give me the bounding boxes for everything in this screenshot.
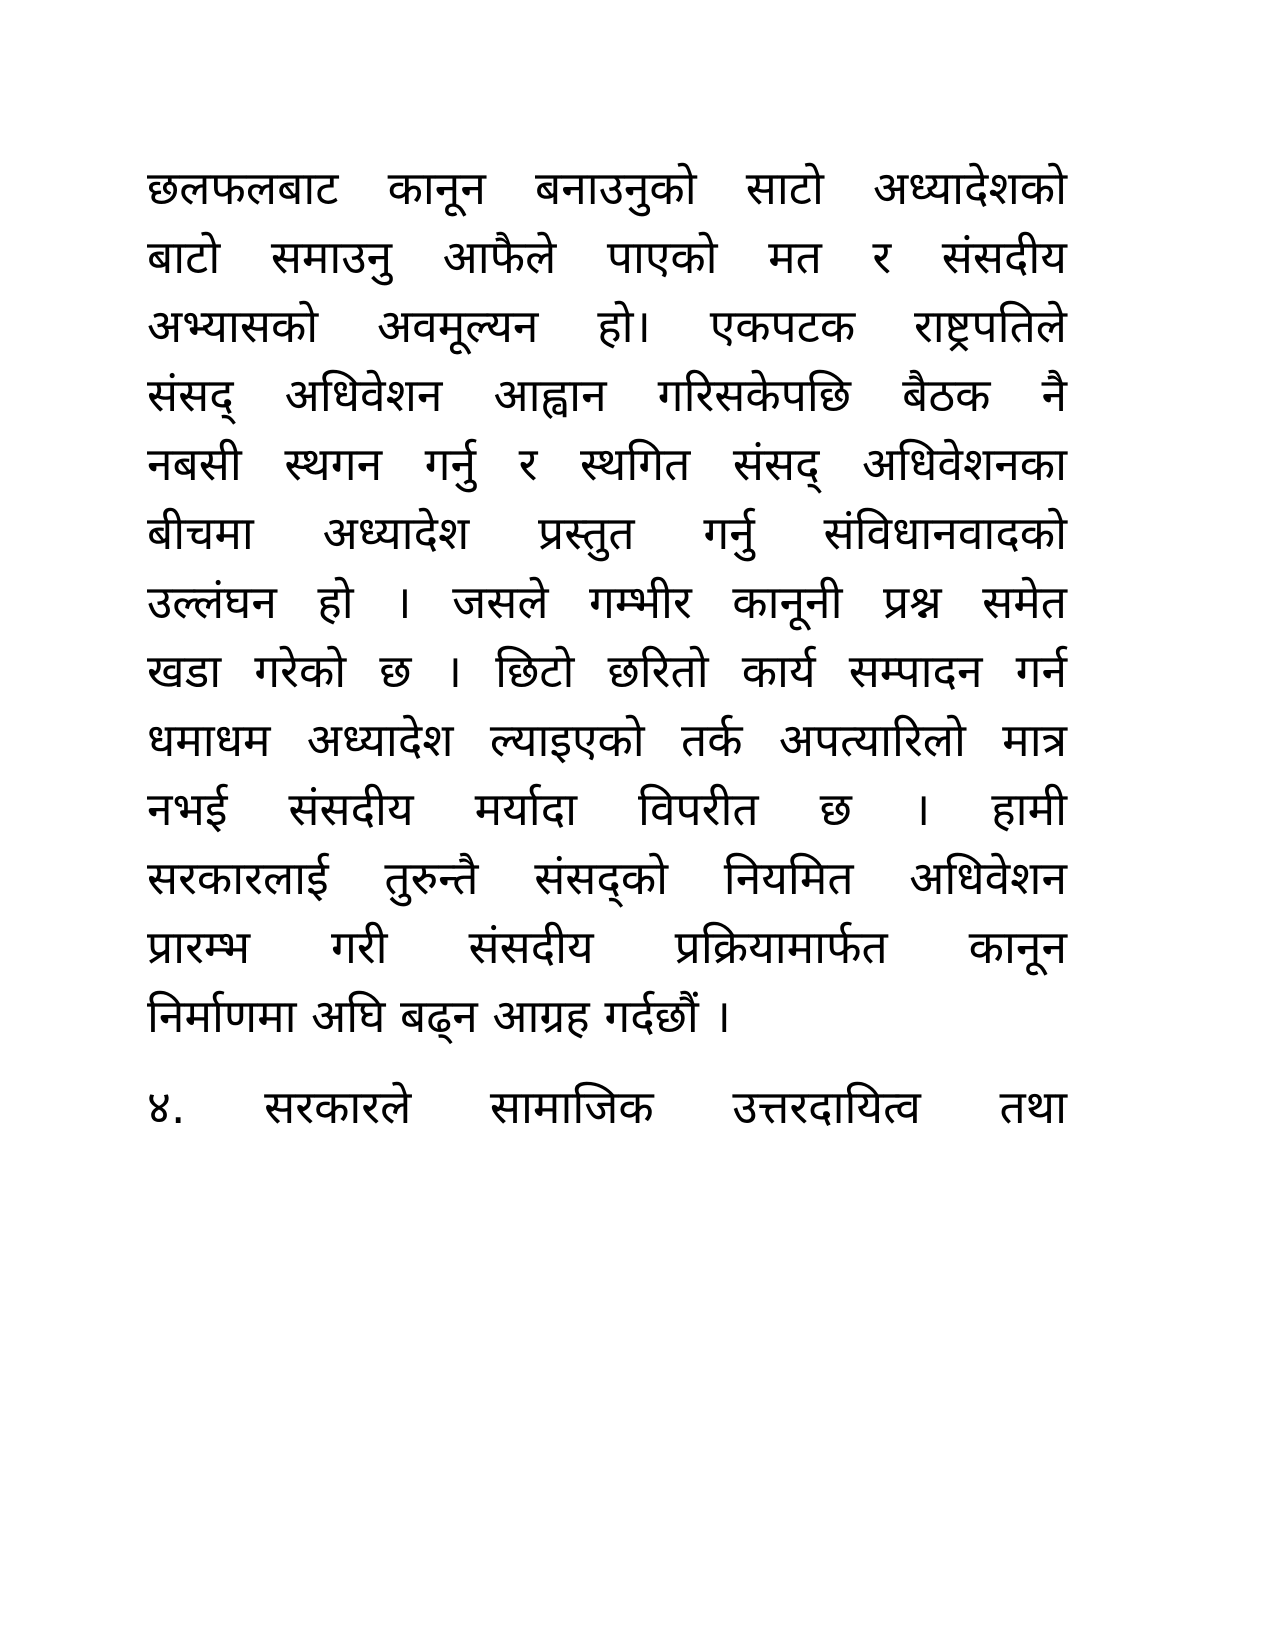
text-line: सरकारलाई तुरुन्तै संसद्को नियमित अधिवेशन — [147, 851, 1067, 905]
paragraph-1 — [147, 154, 1067, 1051]
text-line: संसद् अधिवेशन आह्वान गरिसकेपछि बैठक नै — [147, 368, 1067, 422]
text-line: छलफलबाट कानून बनाउनुको साटो अध्यादेशको — [147, 161, 1067, 215]
text-line: प्रारम्भ गरी संसदीय प्रक्रियामार्फत कानून — [147, 920, 1067, 974]
text-line: अभ्यासको अवमूल्यन हो। एकपटक राष्ट्रपतिले — [147, 299, 1067, 353]
text-line: नभई संसदीय मर्यादा विपरीत छ । हामी — [147, 782, 1067, 836]
text-line: निर्माणमा अघि बढ्न आग्रह गर्दछौं । — [147, 989, 731, 1043]
numbered-item-line: ४. सरकारले सामाजिक उत्तरदायित्व तथा — [147, 1080, 1067, 1134]
text-line: उल्लंघन हो । जसले गम्भीर कानूनी प्रश्न समेत — [147, 575, 1067, 629]
text-line: बाटो समाउनु आफैले पाएको मत र संसदीय — [147, 230, 1067, 284]
paragraph-2 — [147, 1073, 1067, 1142]
text-line: खडा गरेको छ । छिटो छरितो कार्य सम्पादन गर्न — [147, 644, 1067, 698]
body-text — [147, 154, 1067, 1142]
text-line: धमाधम अध्यादेश ल्याइएको तर्क अपत्यारिलो मात्र — [147, 713, 1067, 767]
text-line: नबसी स्थगन गर्नु र स्थगित संसद् अधिवेशनका — [147, 437, 1067, 491]
text-line: बीचमा अध्यादेश प्रस्तुत गर्नु संविधानवादको — [147, 506, 1067, 560]
